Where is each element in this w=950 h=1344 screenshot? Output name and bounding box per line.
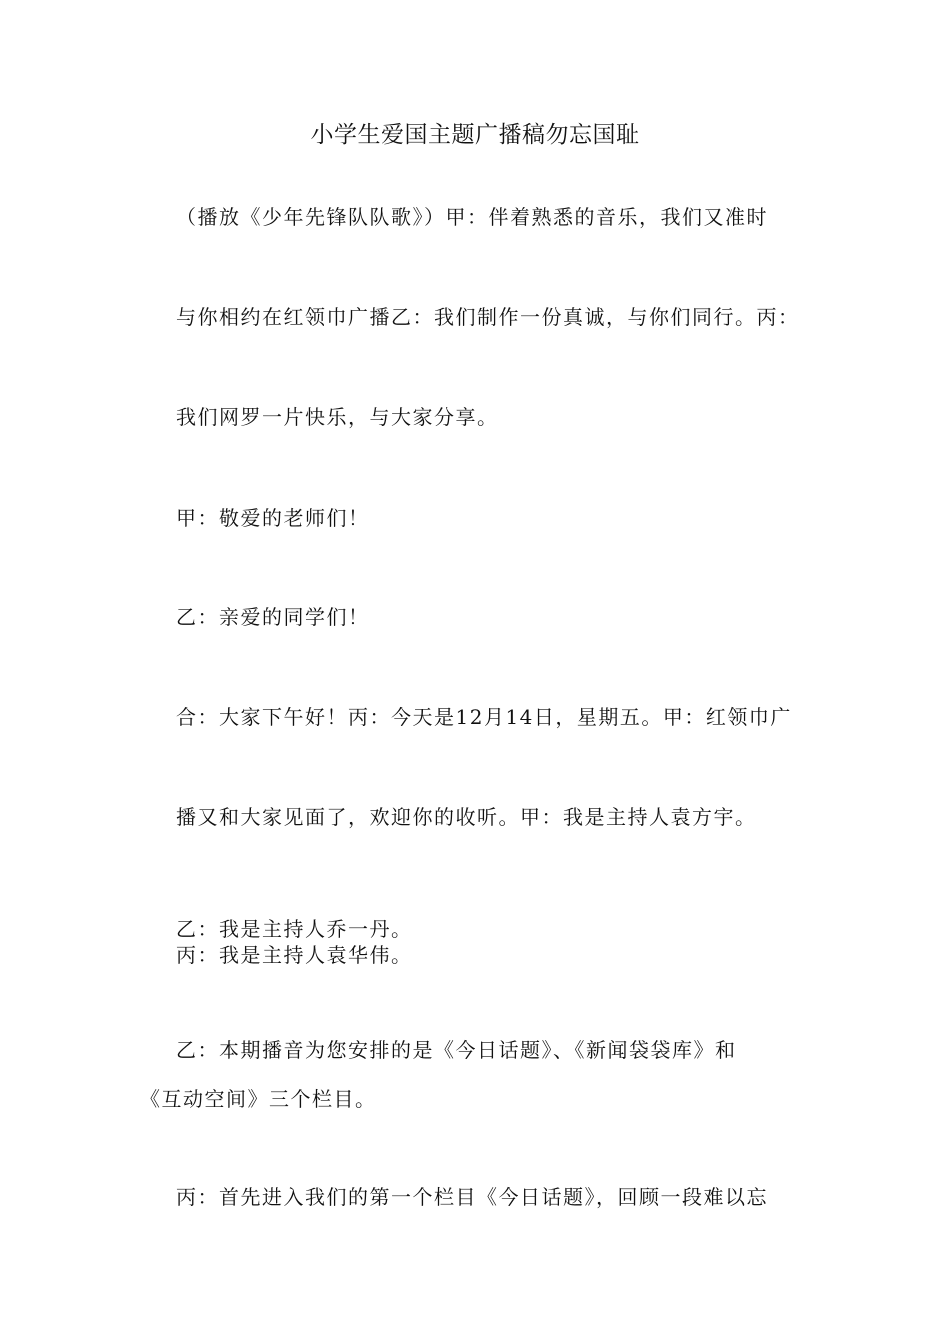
paragraph-line: 乙：亲爱的同学们！ [176,605,370,629]
paragraph-line: 乙：我是主持人乔一丹。 [176,917,413,941]
document-title: 小学生爱国主题广播稿勿忘国耻 [310,122,640,148]
paragraph-line: 与你相约在红领巾广播乙：我们制作一份真诚，与你们同行。丙： [176,305,800,329]
paragraph-line: 乙：本期播音为您安排的是《今日话题》、《新闻袋袋库》和 [176,1038,737,1062]
paragraph-line: 甲：敬爱的老师们！ [176,506,370,530]
paragraph-line: （播放《少年先锋队队歌》）甲：伴着熟悉的音乐，我们又准时 [176,205,768,229]
paragraph-line: 丙：首先进入我们的第一个栏目《今日话题》，回顾一段难以忘 [176,1185,768,1209]
paragraph-line: 播又和大家见面了，欢迎你的收听。甲：我是主持人袁方宇。 [176,805,757,829]
paragraph-line: 《互动空间》三个栏目。 [140,1087,377,1111]
paragraph-line: 丙：我是主持人袁华伟。 [176,943,413,967]
paragraph-line: 合：大家下午好！丙：今天是12月14日，星期五。甲：红领巾广 [176,705,792,729]
paragraph-line: 我们网罗一片快乐，与大家分享。 [176,405,499,429]
